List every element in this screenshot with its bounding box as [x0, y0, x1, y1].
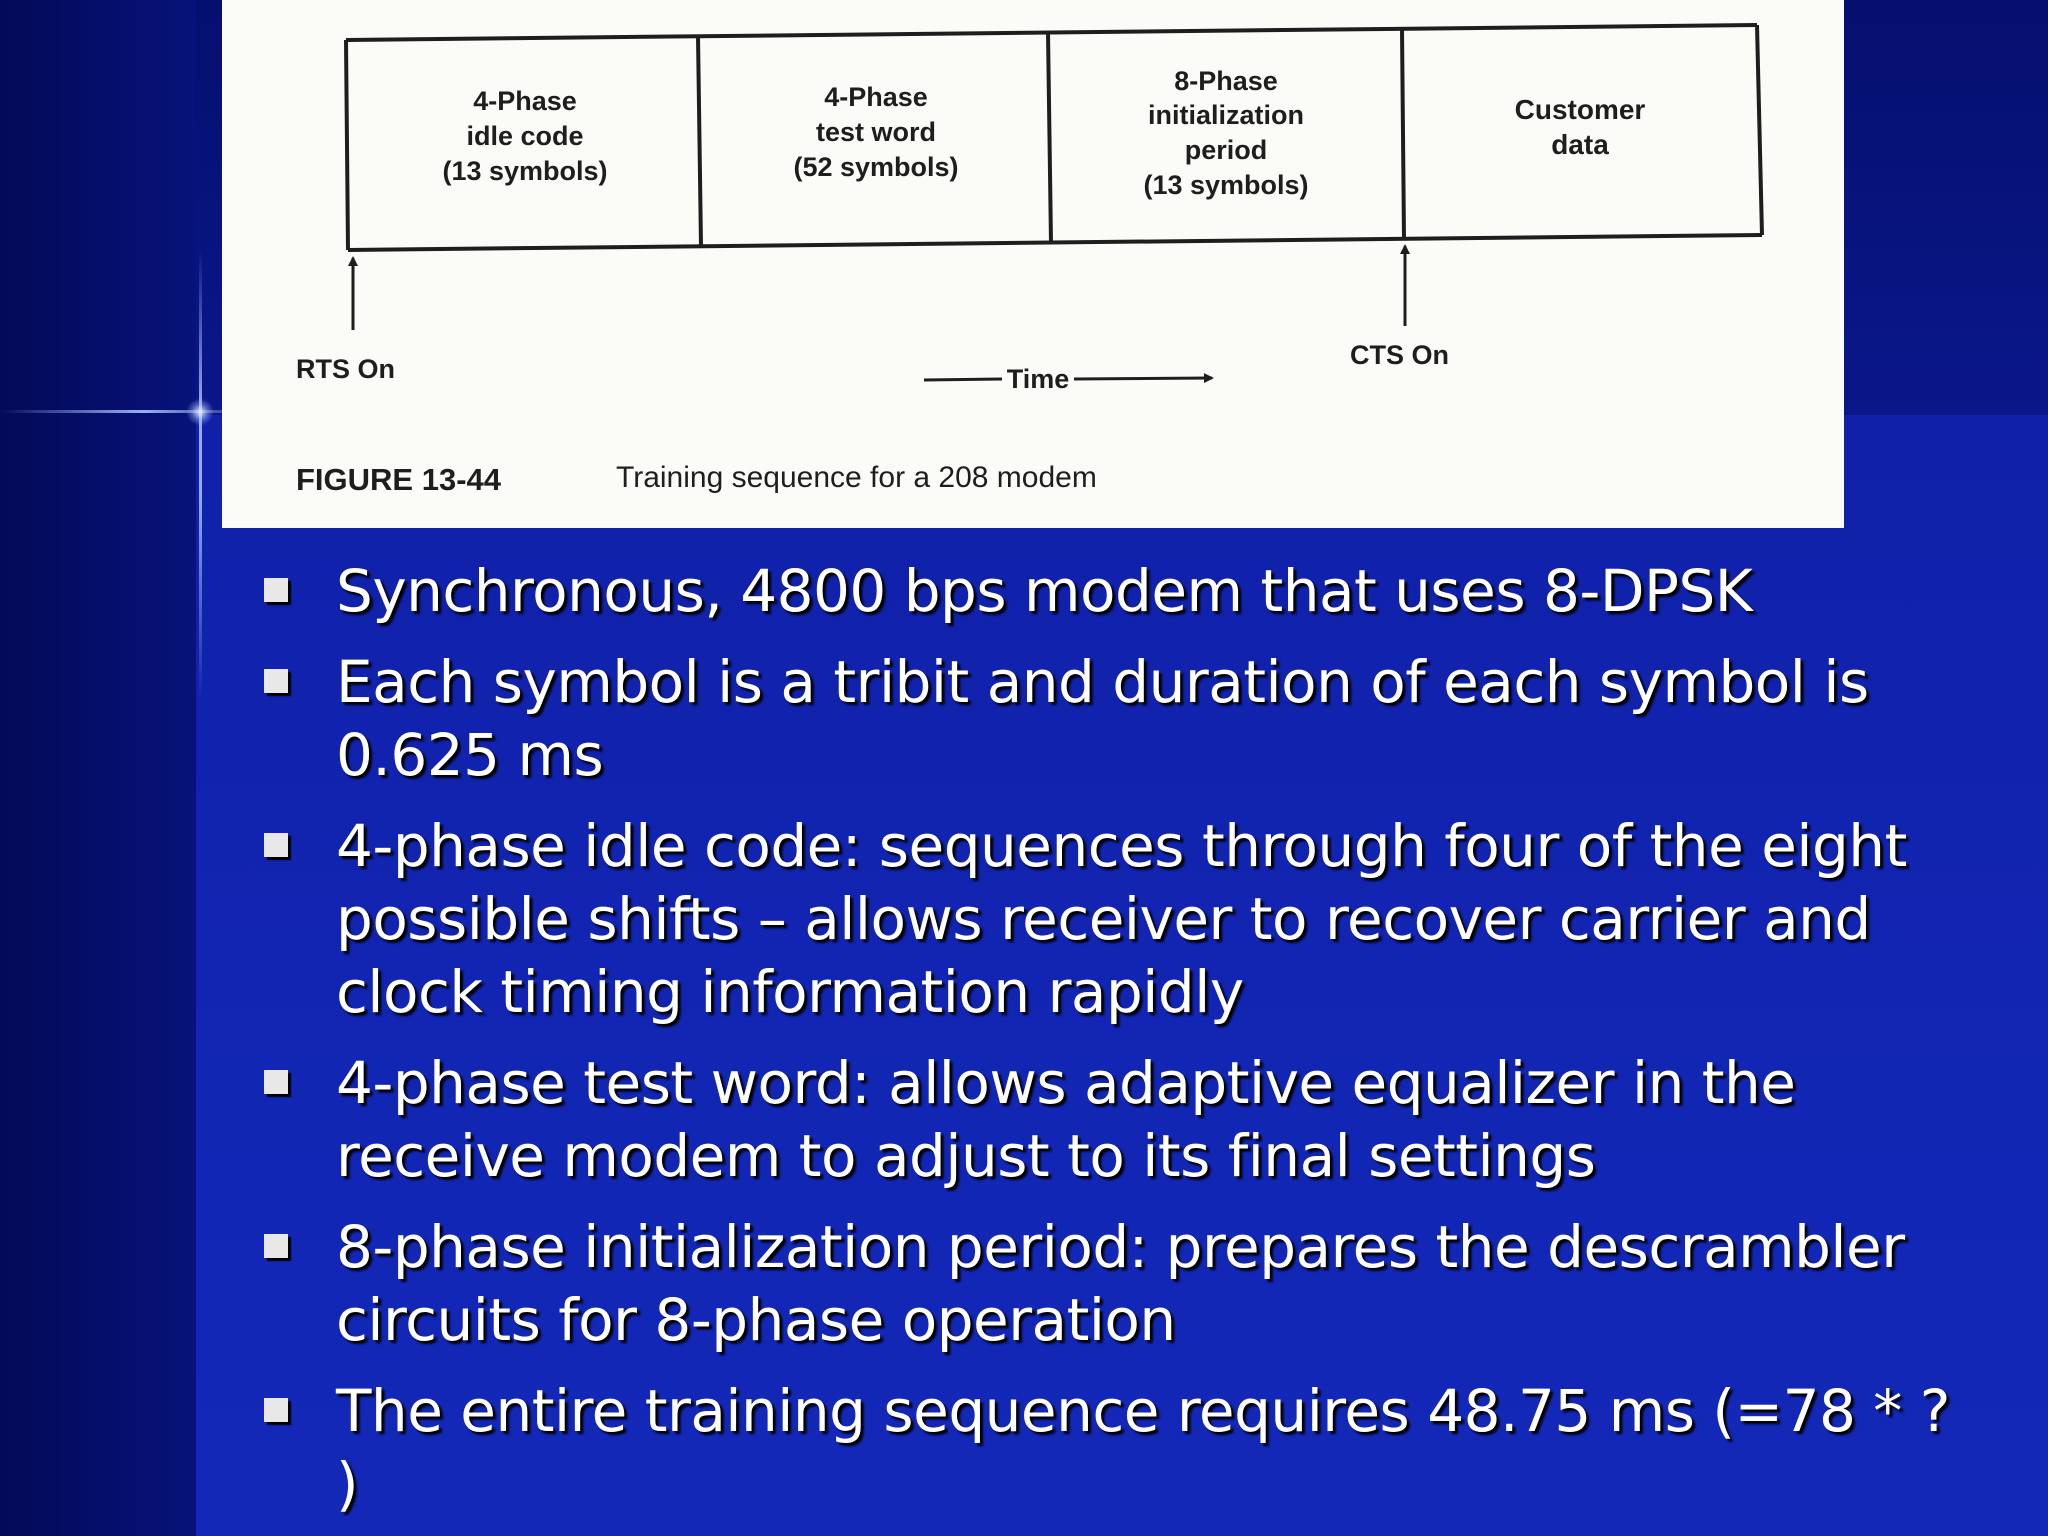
bullet-text: Each symbol is a tribit and duration of each symbol is 0.625 ms [336, 648, 1869, 789]
bullet-list [258, 555, 1988, 1536]
training-sequence-figure [222, 0, 1844, 528]
square-bullet-icon [264, 1398, 288, 1422]
frame-right-line [1757, 25, 1762, 235]
time-axis [924, 364, 1212, 394]
segment-test-word [793, 82, 958, 182]
square-bullet-icon [264, 833, 288, 857]
frame-top-line [346, 25, 1757, 40]
bullet-item [258, 810, 1988, 1029]
segment-initialization-line: 8-Phase [1174, 66, 1278, 96]
figure-caption [296, 461, 1097, 497]
caption-text: Training sequence for a 208 modem [616, 461, 1097, 494]
bullet-item [258, 1211, 1988, 1357]
rts-label: RTS On [296, 354, 395, 384]
bullet-item [258, 555, 1988, 628]
time-line-left [924, 379, 1002, 380]
segment-idle-code [442, 86, 607, 186]
frame-left-line [346, 40, 348, 250]
time-arrow-right [1074, 378, 1212, 379]
divider-3 [1402, 29, 1404, 239]
bullet-text: 4-phase idle code: sequences through four of the eight possible shifts – allows receiver to recover carrier and clock timing information rapidly [336, 812, 1907, 1026]
segment-initialization-line: (13 symbols) [1143, 170, 1309, 200]
bullet-text: 8-phase initialization period: prepares the descrambler circuits for 8-phase operation [336, 1213, 1905, 1354]
cts-label: CTS On [1350, 340, 1449, 370]
segment-test-word-line: 4-Phase [824, 82, 928, 112]
segment-test-word-line: (52 symbols) [793, 152, 959, 182]
bullet-text: Synchronous, 4800 bps modem that uses 8-DPSK [336, 557, 1753, 625]
training-sequence-diagram [222, 0, 1844, 528]
square-bullet-icon [264, 669, 288, 693]
segment-idle-code-line: idle code [466, 121, 584, 151]
bullet-item [258, 1047, 1988, 1193]
time-label: Time [1006, 364, 1070, 394]
divider-1 [698, 36, 701, 246]
segment-customer-data-line: data [1551, 129, 1609, 160]
segment-idle-code-line: (13 symbols) [442, 156, 608, 186]
decorative-glow-star [186, 398, 214, 426]
square-bullet-icon [264, 1070, 288, 1094]
segment-initialization-line: period [1184, 135, 1268, 165]
segment-initialization-line: initialization [1147, 100, 1305, 130]
cts-marker [1350, 246, 1449, 370]
segment-customer-data-line: Customer [1514, 94, 1646, 125]
segment-idle-code-line: 4-Phase [473, 86, 577, 116]
segment-test-word-line: test word [815, 117, 937, 147]
frame-bottom-line [348, 235, 1762, 250]
background-left-strip [0, 0, 196, 1536]
square-bullet-icon [264, 1234, 288, 1258]
divider-2 [1048, 32, 1051, 243]
bullet-item [258, 1375, 1988, 1521]
rts-marker [296, 258, 395, 384]
segment-initialization-period [1143, 66, 1308, 200]
bullet-item [258, 646, 1988, 792]
segment-customer-data [1515, 94, 1646, 160]
decorative-glow-vertical [199, 250, 202, 700]
caption-number: FIGURE 13-44 [296, 462, 502, 497]
bullet-text: The entire training sequence requires 48.75 ms (=78 * ? ) [336, 1377, 1951, 1518]
square-bullet-icon [264, 578, 288, 602]
bullet-text: 4-phase test word: allows adaptive equalizer in the receive modem to adjust to its final settings [336, 1049, 1796, 1190]
